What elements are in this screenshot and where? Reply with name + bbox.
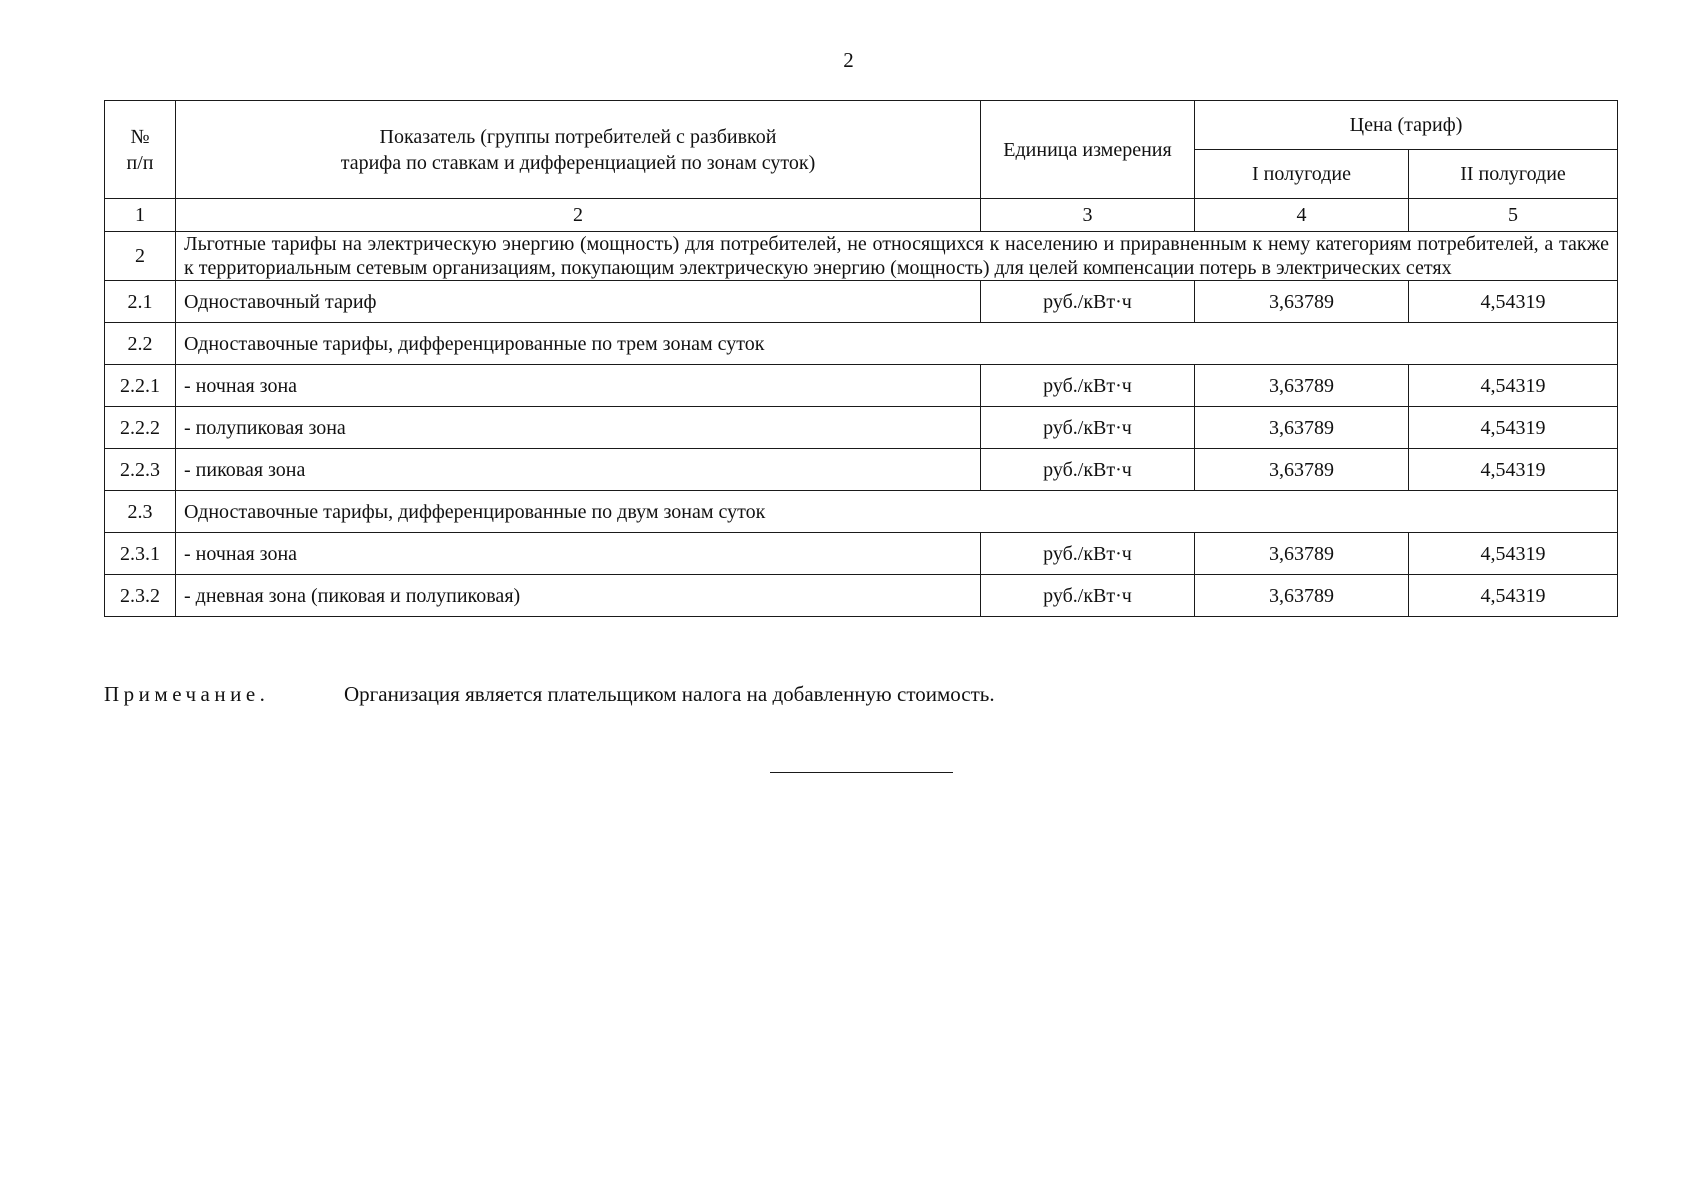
row-text: - полупиковая зона [176, 407, 981, 449]
row-half2-value: 4,54319 [1409, 449, 1618, 491]
table-row [105, 323, 1618, 365]
table-row [105, 281, 1618, 323]
header-unit: Единица измерения [981, 101, 1195, 199]
row-unit: руб./кВт·ч [981, 365, 1195, 407]
row-num: 2.2 [105, 323, 176, 365]
table-row [105, 232, 1618, 281]
page-number: 2 [843, 48, 854, 72]
header-indicator-line2: тарифа по ставкам и дифференциацией по зонам суток) [340, 151, 816, 174]
row-half2-value: 4,54319 [1409, 365, 1618, 407]
note [104, 682, 995, 707]
row-text: - дневная зона (пиковая и полупиковая) [176, 575, 981, 617]
table-row [105, 407, 1618, 449]
row-half1-value: 3,63789 [1195, 365, 1409, 407]
table-row [105, 449, 1618, 491]
column-number: 2 [176, 199, 981, 232]
row-unit: руб./кВт·ч [981, 449, 1195, 491]
tariff-table [104, 100, 1618, 617]
row-num: 2.2.3 [105, 449, 176, 491]
row-text: Льготные тарифы на электрическую энергию (мощность) для потребителей, не относящихся к населению и приравненным к нему категориям потребителей, а также к территориальным сетевым организациям, покупающим электрическую энергию (мощность) для целей компенсации потерь в электрических сетях [176, 232, 1618, 281]
row-text: Одноставочный тариф [176, 281, 981, 323]
header-indicator-line1: Показатель (группы потребителей с разбивкой [379, 125, 777, 148]
row-num: 2.2.1 [105, 365, 176, 407]
row-unit: руб./кВт·ч [981, 575, 1195, 617]
row-num: 2.3.1 [105, 533, 176, 575]
row-text: - ночная зона [176, 365, 981, 407]
row-unit: руб./кВт·ч [981, 533, 1195, 575]
row-text: Одноставочные тарифы, дифференцированные по двум зонам суток [176, 491, 1618, 533]
table-row [105, 533, 1618, 575]
row-unit: руб./кВт·ч [981, 407, 1195, 449]
row-num: 2.1 [105, 281, 176, 323]
column-number: 5 [1409, 199, 1618, 232]
row-unit: руб./кВт·ч [981, 281, 1195, 323]
row-half2-value: 4,54319 [1409, 575, 1618, 617]
row-half1-value: 3,63789 [1195, 449, 1409, 491]
header-num: № п/п [105, 101, 176, 199]
column-number-row [105, 199, 1618, 232]
table-row [105, 365, 1618, 407]
row-half1-value: 3,63789 [1195, 533, 1409, 575]
row-half1-value: 3,63789 [1195, 281, 1409, 323]
table-row [105, 575, 1618, 617]
table-header-row-1 [105, 101, 1618, 150]
row-half1-value: 3,63789 [1195, 575, 1409, 617]
row-half2-value: 4,54319 [1409, 407, 1618, 449]
note-text: Организация является плательщиком налога на добавленную стоимость. [344, 682, 995, 706]
row-half2-value: 4,54319 [1409, 281, 1618, 323]
row-num: 2.3 [105, 491, 176, 533]
header-indicator [176, 101, 981, 199]
header-half1: I полугодие [1195, 150, 1409, 199]
row-num: 2.3.2 [105, 575, 176, 617]
row-text: - пиковая зона [176, 449, 981, 491]
note-label: Примечание. [104, 682, 270, 706]
table-row [105, 491, 1618, 533]
column-number: 1 [105, 199, 176, 232]
header-half2: II полугодие [1409, 150, 1618, 199]
header-price: Цена (тариф) [1195, 101, 1618, 150]
end-divider [770, 772, 953, 773]
column-number: 3 [981, 199, 1195, 232]
row-text: - ночная зона [176, 533, 981, 575]
row-num: 2.2.2 [105, 407, 176, 449]
row-half1-value: 3,63789 [1195, 407, 1409, 449]
row-num: 2 [105, 232, 176, 281]
row-half2-value: 4,54319 [1409, 533, 1618, 575]
row-text: Одноставочные тарифы, дифференцированные по трем зонам суток [176, 323, 1618, 365]
column-number: 4 [1195, 199, 1409, 232]
